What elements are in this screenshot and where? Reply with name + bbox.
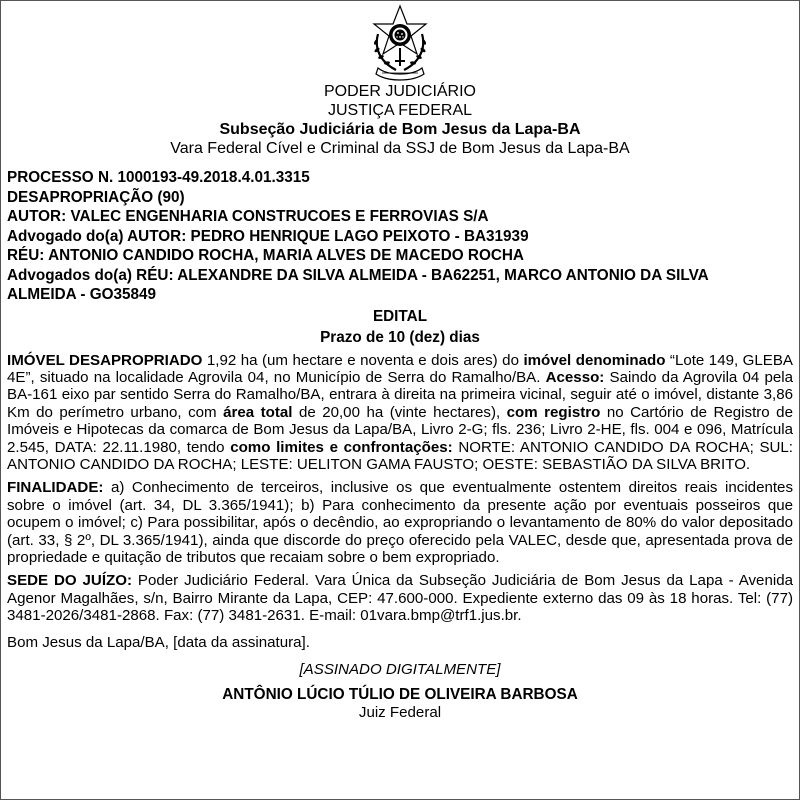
purpose-text: a) Conhecimento de terceiros, inclusive os que eventualmente ostentem direitos reais incidentes sobre o imóvel (art. 34, DL 3.365/1941); b) Para conhecimento da presente ação por eventuais posseiros que ocupem o imóvel; c) Para possibilitar, após o decêndio, ao expropriando o levantamento de 80% do valor depositado (art. 33, § 2º, DL 3.365/1941), ainda que discorde do preço oferecido pela VALEC, desde que, apresentada prova de propriedade e quitação de tributos que recaiam sobre o bem expropriado.	[7, 479, 793, 566]
case-class: DESAPROPRIAÇÃO (90)	[7, 188, 185, 206]
signer-name: ANTÔNIO LÚCIO TÚLIO DE OLIVEIRA BARBOSA	[222, 685, 578, 703]
property-text-4: de 20,00 ha (vinte hectares),	[292, 403, 507, 421]
property-bold-5: como limites e confrontações:	[230, 438, 453, 456]
author-lawyer: Advogado do(a) AUTOR: PEDRO HENRIQUE LAGO PEIXOTO - BA31939	[7, 227, 529, 245]
property-label: IMÓVEL DESAPROPRIADO	[7, 351, 203, 369]
seat-text: Poder Judiciário Federal. Vara Única da Subseção Judiciária de Bom Jesus da Lapa - Avenida Agenor Magalhães, s/n, Bairro Mirante da Lapa, CEP: 47.600-000. Expediente externo das 09 às 18 horas. Tel: (77) 3481-2026/3481-2868. Fax: (77) 3481-2631. E-mail: 01vara.bmp@trf1.jus.br.	[7, 572, 793, 625]
coat-of-arms-icon	[368, 4, 432, 82]
header-line-federal-justice: JUSTIÇA FEDERAL	[327, 102, 473, 119]
property-bold-4: com registro	[506, 403, 601, 421]
property-bold-2: Acesso:	[545, 368, 605, 386]
header-line-judiciary: PODER JUDICIÁRIO	[323, 83, 476, 100]
seat-label: SEDE DO JUÍZO:	[7, 572, 133, 590]
header-line-subsection: Subseção Judiciária de Bom Jesus da Lapa-BA	[219, 121, 581, 138]
purpose-paragraph	[7, 479, 793, 566]
property-text-2: “Lote 149, GLEBA 4E”, situado na localidade Agrovila 04, no Município de Serra do Ramalho/BA.	[7, 351, 793, 386]
defendant: RÉU: ANTONIO CANDIDO ROCHA, MARIA ALVES DE MACEDO ROCHA	[7, 247, 524, 264]
property-bold-1: imóvel denominado	[523, 351, 666, 369]
header-line-court: Vara Federal Cível e Criminal da SSJ de Bom Jesus da Lapa-BA	[170, 140, 630, 157]
header-block	[7, 82, 793, 158]
edital-title: EDITAL	[372, 307, 428, 325]
signer-role: Juiz Federal	[358, 703, 442, 721]
seat-paragraph	[7, 572, 793, 624]
property-text-6: NORTE: ANTONIO CANDIDO DA ROCHA; SUL: ANTONIO CANDIDO DA ROCHA; LESTE: UELITON GAMA FAUSTO; OESTE: SEBASTIÃO DA SILVA BRITO.	[7, 438, 793, 473]
digital-signature-note: [ASSINADO DIGITALMENTE]	[299, 660, 501, 678]
case-info-block	[7, 168, 793, 305]
property-text-1: 1,92 ha (um hectare e noventa e dois ares) do	[202, 351, 524, 369]
defendant-lawyers-line-2: ALMEIDA - GO35849	[7, 286, 157, 303]
defendant-lawyers-line-1: Advogados do(a) RÉU: ALEXANDRE DA SILVA ALMEIDA - BA62251, MARCO ANTONIO DA SILVA	[7, 266, 709, 284]
purpose-label: FINALIDADE:	[7, 479, 104, 497]
property-text-5: no Cartório de Registro de Imóveis e Hipotecas da comarca de Bom Jesus da Lapa/BA, Livro 2-G; fls. 236; Livro 2-HE, fls. 004 e 096, Matrícula 2.545, DATA: 22.11.1980, tendo	[7, 403, 793, 456]
process-number: PROCESSO N. 1000193-49.2018.4.01.3315	[7, 169, 310, 186]
edital-deadline: Prazo de 10 (dez) dias	[320, 329, 480, 346]
property-text-3: Saindo da Agrovila 04 pela BA-161 eixo par sentido Serra do Ramalho/BA, entrara à direita na primeira vicinal, seguir até o imóvel, distante 3,86 Km do perímetro urbano, com	[7, 368, 793, 421]
place-date: Bom Jesus da Lapa/BA, [data da assinatura].	[7, 633, 310, 651]
author: AUTOR: VALEC ENGENHARIA CONSTRUCOES E FERROVIAS S/A	[7, 208, 489, 225]
property-bold-3: área total	[223, 403, 293, 421]
property-paragraph	[7, 352, 793, 474]
